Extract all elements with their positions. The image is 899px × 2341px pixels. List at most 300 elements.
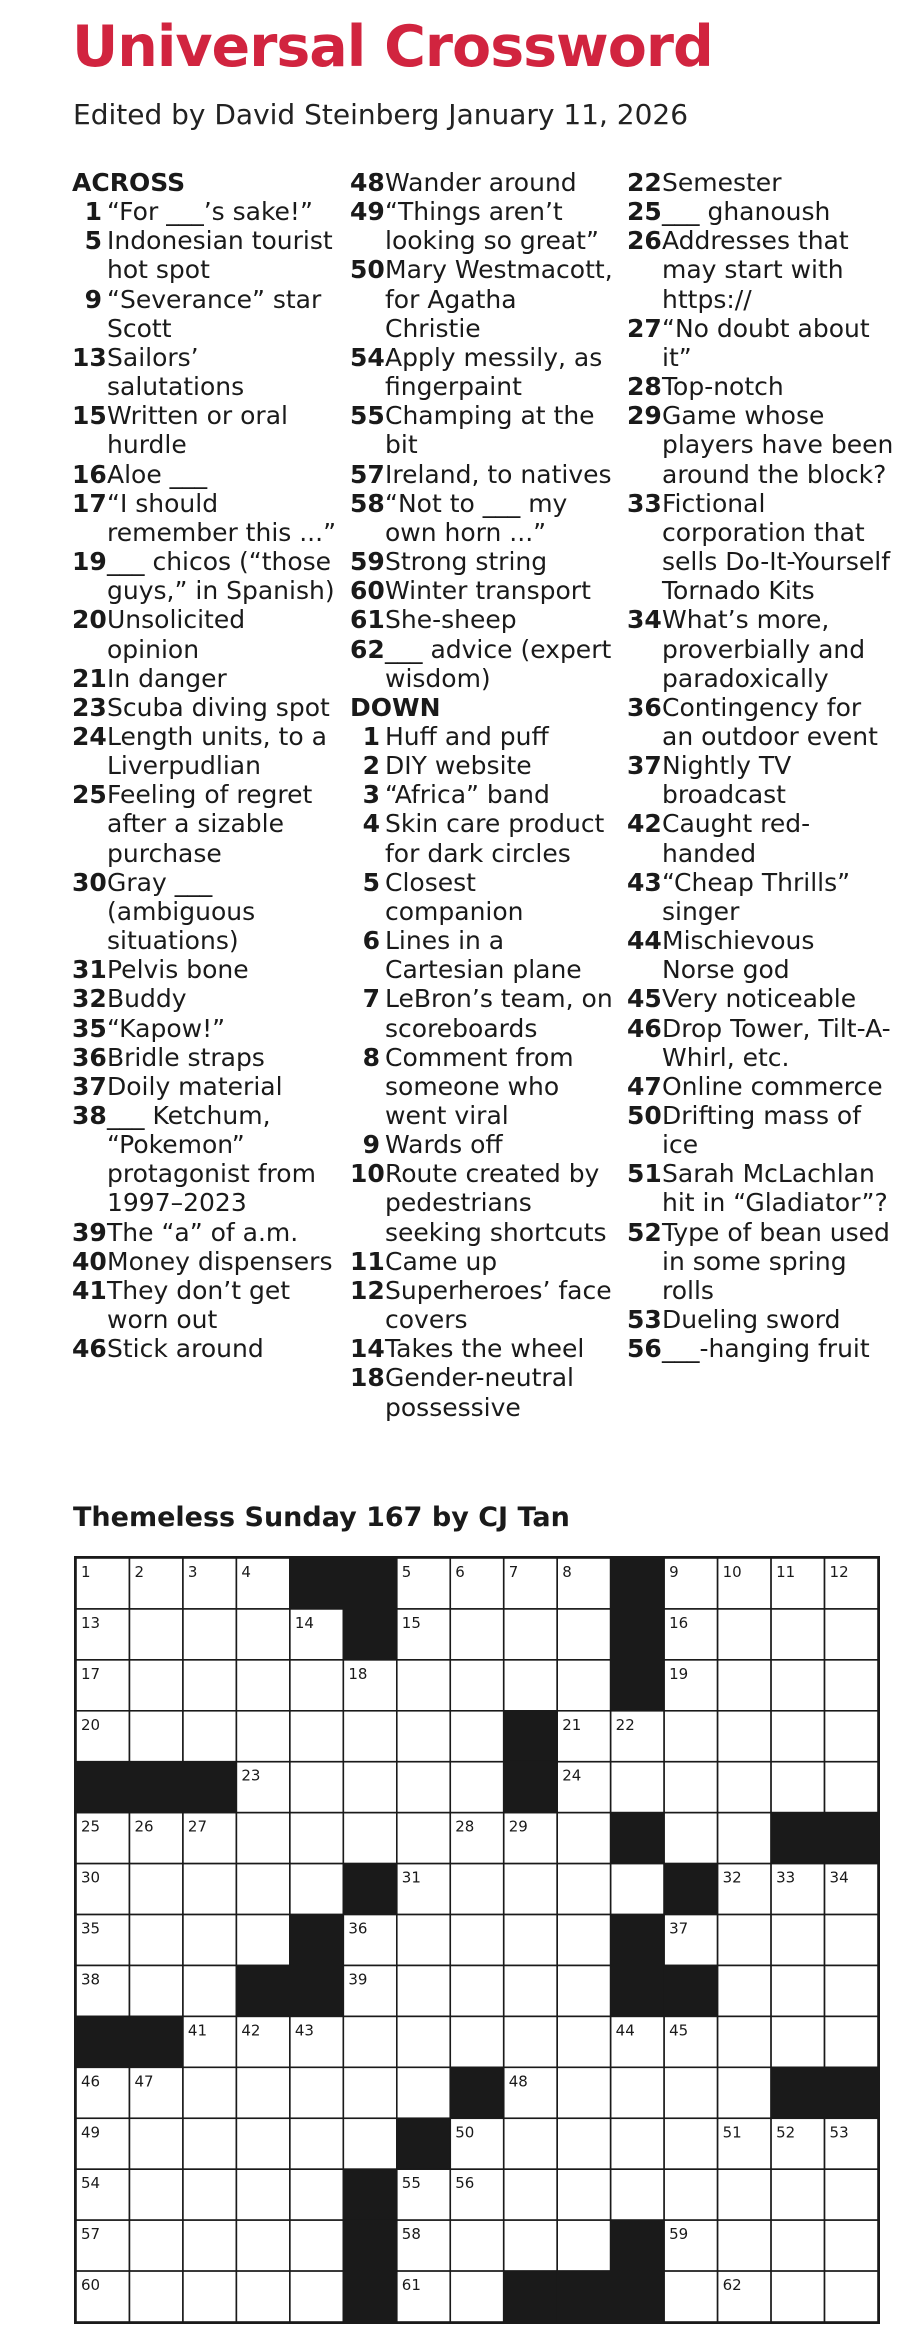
grid-cell[interactable] — [236, 2220, 289, 2271]
grid-cell[interactable] — [504, 1660, 557, 1711]
cell-number: 30 — [81, 1868, 101, 1887]
clue-item[interactable] — [627, 1014, 895, 1072]
grid-cell[interactable] — [290, 1762, 343, 1813]
clue-item[interactable] — [627, 984, 895, 1013]
grid-cell[interactable] — [450, 1965, 503, 2016]
grid-cell[interactable] — [825, 1711, 878, 1762]
grid-cell[interactable] — [183, 2220, 236, 2271]
clue-number: 45 — [627, 984, 662, 1014]
grid-cell[interactable] — [397, 1711, 450, 1762]
clue-item[interactable] — [627, 489, 895, 606]
grid-cell[interactable] — [718, 2016, 771, 2067]
grid-cell[interactable] — [771, 1965, 824, 2016]
app-title: Universal Crossword — [72, 14, 713, 80]
grid-cell[interactable] — [825, 1965, 878, 2016]
clue-item[interactable] — [627, 693, 895, 751]
clue-text: Sarah McLachlan hit in “Gladiator”? — [662, 1159, 888, 1218]
grid-block — [343, 1864, 396, 1915]
grid-cell[interactable] — [236, 1813, 289, 1864]
grid-cell[interactable] — [771, 1609, 824, 1660]
grid-cell[interactable] — [183, 1915, 236, 1966]
clue-item[interactable] — [350, 1363, 618, 1421]
grid-cell[interactable] — [397, 2016, 450, 2067]
grid-cell[interactable] — [771, 1762, 824, 1813]
grid-cell[interactable] — [343, 2118, 396, 2169]
grid-cell[interactable] — [557, 1915, 610, 1966]
clue-item[interactable] — [627, 197, 895, 226]
grid-cell[interactable] — [611, 1762, 664, 1813]
cell-number: 39 — [348, 1970, 368, 1989]
grid-cell[interactable] — [611, 1864, 664, 1915]
grid-cell[interactable] — [450, 2016, 503, 2067]
grid-cell[interactable] — [397, 1762, 450, 1813]
grid-cell[interactable] — [825, 1609, 878, 1660]
grid-cell[interactable] — [664, 2169, 717, 2220]
grid-cell[interactable] — [718, 1660, 771, 1711]
cell-number: 31 — [401, 1868, 421, 1887]
grid-cell[interactable] — [504, 1965, 557, 2016]
grid-cell[interactable] — [290, 2220, 343, 2271]
clue-text: Top-notch — [662, 372, 784, 402]
grid-cell[interactable] — [183, 2169, 236, 2220]
clue-item[interactable] — [350, 1159, 618, 1246]
clue-number: 23 — [72, 692, 107, 722]
grid-cell[interactable] — [290, 2067, 343, 2118]
grid-cell[interactable] — [611, 2067, 664, 2118]
clue-number: 28 — [627, 372, 662, 402]
grid-cell[interactable] — [236, 2271, 289, 2322]
cell-number: 13 — [81, 1613, 101, 1632]
clue-item[interactable] — [627, 1159, 895, 1217]
clue-item[interactable] — [627, 926, 895, 984]
cell-number: 55 — [401, 2174, 421, 2193]
clue-item[interactable] — [350, 460, 618, 489]
grid-cell[interactable] — [825, 1660, 878, 1711]
clue-item[interactable] — [350, 635, 618, 693]
clue-text: Strong string — [385, 547, 548, 577]
grid-cell[interactable] — [290, 1660, 343, 1711]
clue-text: Unsolicited opinion — [107, 605, 246, 664]
grid-cell[interactable] — [557, 2118, 610, 2169]
clue-item[interactable] — [72, 1334, 342, 1363]
clue-number: 62 — [350, 634, 385, 664]
clue-item[interactable] — [627, 868, 895, 926]
puzzle-title: Themeless Sunday 167 by CJ Tan — [73, 1502, 570, 1533]
grid-cell[interactable] — [557, 2169, 610, 2220]
grid-cell[interactable] — [236, 1864, 289, 1915]
grid-block — [611, 1813, 664, 1864]
cell-number: 4 — [241, 1563, 251, 1581]
clue-item[interactable] — [627, 1072, 895, 1101]
grid-cell[interactable] — [290, 1711, 343, 1762]
clue-text: Superheroes’ face covers — [385, 1275, 612, 1335]
grid-cell[interactable] — [664, 2271, 717, 2322]
grid-cell[interactable] — [504, 2016, 557, 2067]
clue-item[interactable] — [627, 751, 895, 809]
clue-item[interactable] — [350, 576, 618, 605]
clue-item[interactable] — [72, 1276, 342, 1334]
grid-cell[interactable] — [664, 1762, 717, 1813]
grid-cell[interactable] — [236, 2067, 289, 2118]
grid-cell[interactable] — [504, 2118, 557, 2169]
grid-cell[interactable] — [236, 1609, 289, 1660]
grid-cell[interactable] — [825, 2016, 878, 2067]
grid-cell[interactable] — [450, 2220, 503, 2271]
clue-number: 41 — [72, 1275, 107, 1305]
cell-number: 32 — [722, 1868, 742, 1887]
clue-text: They don’t get worn out — [107, 1275, 290, 1335]
clue-number: 53 — [627, 1305, 662, 1335]
grid-cell[interactable] — [397, 1813, 450, 1864]
clue-item[interactable] — [72, 1072, 342, 1101]
grid-cell[interactable] — [557, 2067, 610, 2118]
clue-text: Drop Tower, Tilt-A-Whirl, etc. — [662, 1013, 891, 1072]
grid-cell[interactable] — [397, 1965, 450, 2016]
clue-text: Money dispensers — [107, 1246, 333, 1276]
grid-cell[interactable] — [397, 2067, 450, 2118]
clue-item[interactable] — [350, 809, 618, 867]
grid-block — [771, 2067, 824, 2118]
grid-cell[interactable] — [343, 2016, 396, 2067]
clue-item[interactable] — [72, 489, 342, 547]
grid-cell[interactable] — [771, 2169, 824, 2220]
clue-number: 5 — [84, 226, 102, 256]
grid-cell[interactable] — [183, 2118, 236, 2169]
grid-cell[interactable] — [771, 2271, 824, 2322]
clue-item[interactable] — [350, 197, 618, 255]
grid-cell[interactable] — [718, 2067, 771, 2118]
grid-cell[interactable] — [664, 2067, 717, 2118]
cell-number: 12 — [829, 1563, 849, 1581]
clue-text: The “a” of a.m. — [107, 1217, 299, 1247]
clue-item[interactable] — [350, 255, 618, 342]
grid-cell[interactable] — [236, 1660, 289, 1711]
clue-item[interactable] — [627, 809, 895, 867]
grid-cell[interactable] — [825, 1762, 878, 1813]
grid-cell[interactable] — [129, 1965, 182, 2016]
grid-cell[interactable] — [290, 1813, 343, 1864]
grid-cell[interactable] — [129, 2271, 182, 2322]
clue-item[interactable] — [350, 401, 618, 459]
grid-block — [557, 2271, 610, 2322]
clue-item[interactable] — [350, 751, 618, 780]
grid-cell[interactable] — [129, 1711, 182, 1762]
cell-number: 60 — [81, 2276, 101, 2295]
grid-cell[interactable] — [771, 1711, 824, 1762]
clue-text: ___-hanging fruit — [662, 1334, 870, 1364]
clue-item[interactable] — [72, 343, 342, 401]
clue-item[interactable] — [627, 1101, 895, 1159]
clue-number: 7 — [362, 984, 380, 1014]
clue-text: ___ ghanoush — [662, 197, 831, 227]
grid-block — [397, 2118, 450, 2169]
grid-cell[interactable] — [771, 2016, 824, 2067]
grid-block — [825, 1813, 878, 1864]
clue-item[interactable] — [627, 1218, 895, 1305]
grid-block — [236, 1965, 289, 2016]
clue-column-1 — [72, 168, 342, 1363]
clue-number: 18 — [350, 1363, 385, 1393]
clue-text: “Things aren’t looking so great” — [385, 197, 599, 256]
grid-cell[interactable] — [771, 2220, 824, 2271]
grid-cell[interactable] — [504, 1609, 557, 1660]
grid-cell[interactable] — [611, 2118, 664, 2169]
grid-cell[interactable] — [771, 1660, 824, 1711]
clue-column-2 — [350, 168, 618, 1422]
clue-item[interactable] — [350, 780, 618, 809]
clue-text: Written or oral hurdle — [107, 401, 288, 460]
clue-number: 26 — [627, 226, 662, 256]
clue-number: 51 — [627, 1159, 662, 1189]
clue-item[interactable] — [627, 1305, 895, 1334]
clue-text: Stick around — [107, 1334, 264, 1364]
grid-cell[interactable] — [664, 2118, 717, 2169]
grid-cell[interactable] — [236, 1915, 289, 1966]
clue-item[interactable] — [72, 226, 342, 284]
grid-cell[interactable] — [664, 1711, 717, 1762]
cell-number: 15 — [401, 1613, 421, 1632]
clue-item[interactable] — [72, 197, 342, 226]
clue-item[interactable] — [72, 722, 342, 780]
grid-cell[interactable] — [450, 1915, 503, 1966]
clue-text: ___ chicos (“those guys,” in Spanish) — [107, 547, 335, 606]
clue-item[interactable] — [72, 460, 342, 489]
clue-item[interactable] — [350, 547, 618, 576]
clue-number: 55 — [350, 401, 385, 431]
grid-cell[interactable] — [343, 1762, 396, 1813]
grid-cell[interactable] — [450, 1711, 503, 1762]
clue-text: Ireland, to natives — [385, 459, 612, 489]
grid-cell[interactable] — [397, 1915, 450, 1966]
clue-item[interactable] — [72, 401, 342, 459]
cell-number: 37 — [669, 1919, 689, 1938]
grid-block — [76, 2016, 129, 2067]
clue-number: 17 — [72, 488, 107, 518]
grid-cell[interactable] — [825, 2271, 878, 2322]
grid-block — [129, 1762, 182, 1813]
clue-text: Mary Westmacott, for Agatha Christie — [385, 255, 613, 343]
grid-cell[interactable] — [129, 1915, 182, 1966]
grid-block — [611, 1965, 664, 2016]
grid-cell[interactable] — [290, 2169, 343, 2220]
grid-cell[interactable] — [825, 1915, 878, 1966]
grid-cell[interactable] — [557, 1609, 610, 1660]
grid-cell[interactable] — [718, 1711, 771, 1762]
grid-cell[interactable] — [504, 2169, 557, 2220]
grid-cell[interactable] — [557, 1813, 610, 1864]
clue-text: “Severance” star Scott — [107, 284, 322, 343]
grid-block — [183, 1762, 236, 1813]
grid-cell[interactable] — [183, 1965, 236, 2016]
clue-number: 9 — [362, 1130, 380, 1160]
clue-text: Bridle straps — [107, 1042, 265, 1072]
clue-text: Dueling sword — [662, 1305, 841, 1335]
clue-item[interactable] — [627, 226, 895, 313]
clue-item[interactable] — [72, 693, 342, 722]
clue-item[interactable] — [72, 664, 342, 693]
clue-text: “Africa” band — [385, 780, 550, 810]
clue-number: 35 — [72, 1013, 107, 1043]
grid-cell[interactable] — [771, 1915, 824, 1966]
grid-cell[interactable] — [129, 2118, 182, 2169]
grid-cell[interactable] — [290, 2118, 343, 2169]
cell-number: 28 — [455, 1817, 475, 1836]
cell-number: 43 — [294, 2021, 314, 2040]
clue-item[interactable] — [627, 605, 895, 692]
clue-text: ___ advice (expert wisdom) — [385, 634, 612, 693]
clue-item[interactable] — [350, 343, 618, 401]
grid-cell[interactable] — [129, 2220, 182, 2271]
grid-cell[interactable] — [504, 1864, 557, 1915]
clue-item[interactable] — [627, 168, 895, 197]
clue-item[interactable] — [627, 314, 895, 372]
clue-item[interactable] — [350, 605, 618, 634]
clue-item[interactable] — [350, 1130, 618, 1159]
grid-cell[interactable] — [129, 1660, 182, 1711]
cell-number: 48 — [508, 2072, 528, 2091]
clue-number: 34 — [627, 605, 662, 635]
grid-block — [611, 1558, 664, 1609]
grid-block — [771, 1813, 824, 1864]
grid-cell[interactable] — [129, 2169, 182, 2220]
grid-cell[interactable] — [236, 1711, 289, 1762]
clue-item[interactable] — [72, 955, 342, 984]
clue-item[interactable] — [72, 1101, 342, 1218]
grid-cell[interactable] — [129, 1609, 182, 1660]
clue-number: 27 — [627, 313, 662, 343]
grid-cell[interactable] — [504, 2220, 557, 2271]
clue-number: 31 — [72, 955, 107, 985]
grid-cell[interactable] — [718, 2220, 771, 2271]
grid-cell[interactable] — [718, 1609, 771, 1660]
grid-block — [290, 1915, 343, 1966]
grid-cell[interactable] — [343, 1813, 396, 1864]
clue-item[interactable] — [72, 780, 342, 867]
cell-number: 36 — [348, 1919, 368, 1938]
clue-number: 44 — [627, 926, 662, 956]
clue-number: 15 — [72, 401, 107, 431]
grid-cell[interactable] — [504, 1915, 557, 1966]
grid-cell[interactable] — [183, 1864, 236, 1915]
grid-cell[interactable] — [129, 1864, 182, 1915]
cell-number: 8 — [562, 1563, 572, 1581]
clue-item[interactable] — [627, 401, 895, 488]
clue-item[interactable] — [627, 1334, 895, 1363]
cell-number: 19 — [669, 1664, 689, 1683]
clue-item[interactable] — [72, 868, 342, 955]
clue-item[interactable] — [350, 1334, 618, 1363]
clue-number: 29 — [627, 401, 662, 431]
cell-number: 20 — [81, 1715, 101, 1734]
grid-cell[interactable] — [557, 1660, 610, 1711]
clue-text: Mischievous Norse god — [662, 926, 815, 985]
clue-item[interactable] — [350, 489, 618, 547]
clue-item[interactable] — [72, 285, 342, 343]
grid-cell[interactable] — [557, 2016, 610, 2067]
grid-cell[interactable] — [611, 2169, 664, 2220]
clue-item[interactable] — [72, 1247, 342, 1276]
clue-item[interactable] — [350, 868, 618, 926]
clue-item[interactable] — [350, 984, 618, 1042]
grid-cell[interactable] — [343, 2067, 396, 2118]
grid-cell[interactable] — [825, 2220, 878, 2271]
cell-number: 61 — [401, 2276, 421, 2295]
cell-number: 16 — [669, 1613, 689, 1632]
clue-text: Champing at the bit — [385, 401, 595, 460]
clue-number: 2 — [362, 751, 380, 781]
grid-cell[interactable] — [664, 1813, 717, 1864]
crossword-grid-svg — [74, 1556, 880, 2324]
grid-block — [504, 1711, 557, 1762]
clue-text: LeBron’s team, on scoreboards — [385, 984, 613, 1043]
clue-item[interactable] — [72, 984, 342, 1013]
clue-number: 30 — [72, 867, 107, 897]
grid-cell[interactable] — [825, 2169, 878, 2220]
grid-cell[interactable] — [183, 2271, 236, 2322]
grid-cell[interactable] — [397, 1660, 450, 1711]
grid-cell[interactable] — [236, 2118, 289, 2169]
clue-item[interactable] — [72, 1043, 342, 1072]
cell-number: 2 — [134, 1563, 145, 1581]
clue-item[interactable] — [72, 547, 342, 605]
grid-block — [343, 2271, 396, 2322]
grid-cell[interactable] — [290, 1864, 343, 1915]
grid-cell[interactable] — [183, 1711, 236, 1762]
clue-item[interactable] — [72, 605, 342, 663]
grid-cell[interactable] — [718, 1762, 771, 1813]
grid-cell[interactable] — [183, 1660, 236, 1711]
clue-item[interactable] — [350, 168, 618, 197]
grid-cell[interactable] — [450, 1660, 503, 1711]
grid-cell[interactable] — [718, 1915, 771, 1966]
clue-item[interactable] — [627, 372, 895, 401]
cell-number: 29 — [508, 1817, 528, 1836]
cell-number: 14 — [294, 1613, 314, 1632]
grid-cell[interactable] — [557, 2220, 610, 2271]
clue-item[interactable] — [350, 1247, 618, 1276]
grid-cell[interactable] — [236, 2169, 289, 2220]
grid-cell[interactable] — [183, 1609, 236, 1660]
grid-cell[interactable] — [718, 1813, 771, 1864]
clue-item[interactable] — [72, 1218, 342, 1247]
clue-item[interactable] — [350, 1043, 618, 1130]
grid-cell[interactable] — [450, 1609, 503, 1660]
clue-text: Online commerce — [662, 1071, 883, 1101]
grid-cell[interactable] — [557, 1864, 610, 1915]
grid-cell[interactable] — [343, 1711, 396, 1762]
clue-item[interactable] — [72, 1014, 342, 1043]
cell-number: 26 — [134, 1817, 154, 1836]
clue-item[interactable] — [350, 1276, 618, 1334]
grid-cell[interactable] — [290, 2271, 343, 2322]
clue-item[interactable] — [350, 926, 618, 984]
cell-number: 25 — [81, 1817, 101, 1836]
clue-heading: ACROSS — [72, 168, 186, 197]
grid-block — [129, 2016, 182, 2067]
clue-item[interactable] — [350, 722, 618, 751]
cell-number: 59 — [669, 2225, 689, 2244]
clue-number: 6 — [362, 926, 380, 956]
grid-cell[interactable] — [450, 1864, 503, 1915]
grid-cell[interactable] — [718, 1965, 771, 2016]
grid-cell[interactable] — [183, 2067, 236, 2118]
clue-number: 59 — [350, 547, 385, 577]
grid-cell[interactable] — [450, 2271, 503, 2322]
grid-cell[interactable] — [557, 1965, 610, 2016]
cell-number: 54 — [81, 2174, 101, 2193]
grid-cell[interactable] — [450, 1762, 503, 1813]
grid-cell[interactable] — [718, 2169, 771, 2220]
